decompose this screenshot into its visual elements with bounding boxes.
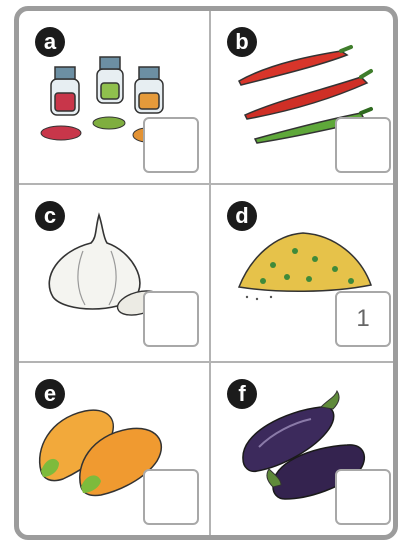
- letter-badge: e: [35, 379, 65, 409]
- letter-badge: c: [35, 201, 65, 231]
- cell-f: [211, 363, 398, 535]
- cell-d: [211, 185, 398, 357]
- matching-card: [14, 6, 398, 540]
- answer-box[interactable]: [143, 291, 199, 347]
- cell-a: [19, 11, 209, 183]
- answer-box[interactable]: [335, 117, 391, 173]
- cell-e: [19, 363, 209, 535]
- cell-b: [211, 11, 398, 183]
- answer-box[interactable]: [335, 469, 391, 525]
- cell-c: [19, 185, 209, 357]
- letter-badge: a: [35, 27, 65, 57]
- letter-badge: d: [227, 201, 257, 231]
- answer-box[interactable]: [143, 469, 199, 525]
- answer-box[interactable]: 1: [335, 291, 391, 347]
- answer-box[interactable]: [143, 117, 199, 173]
- letter-badge: b: [227, 27, 257, 57]
- letter-badge: f: [227, 379, 257, 409]
